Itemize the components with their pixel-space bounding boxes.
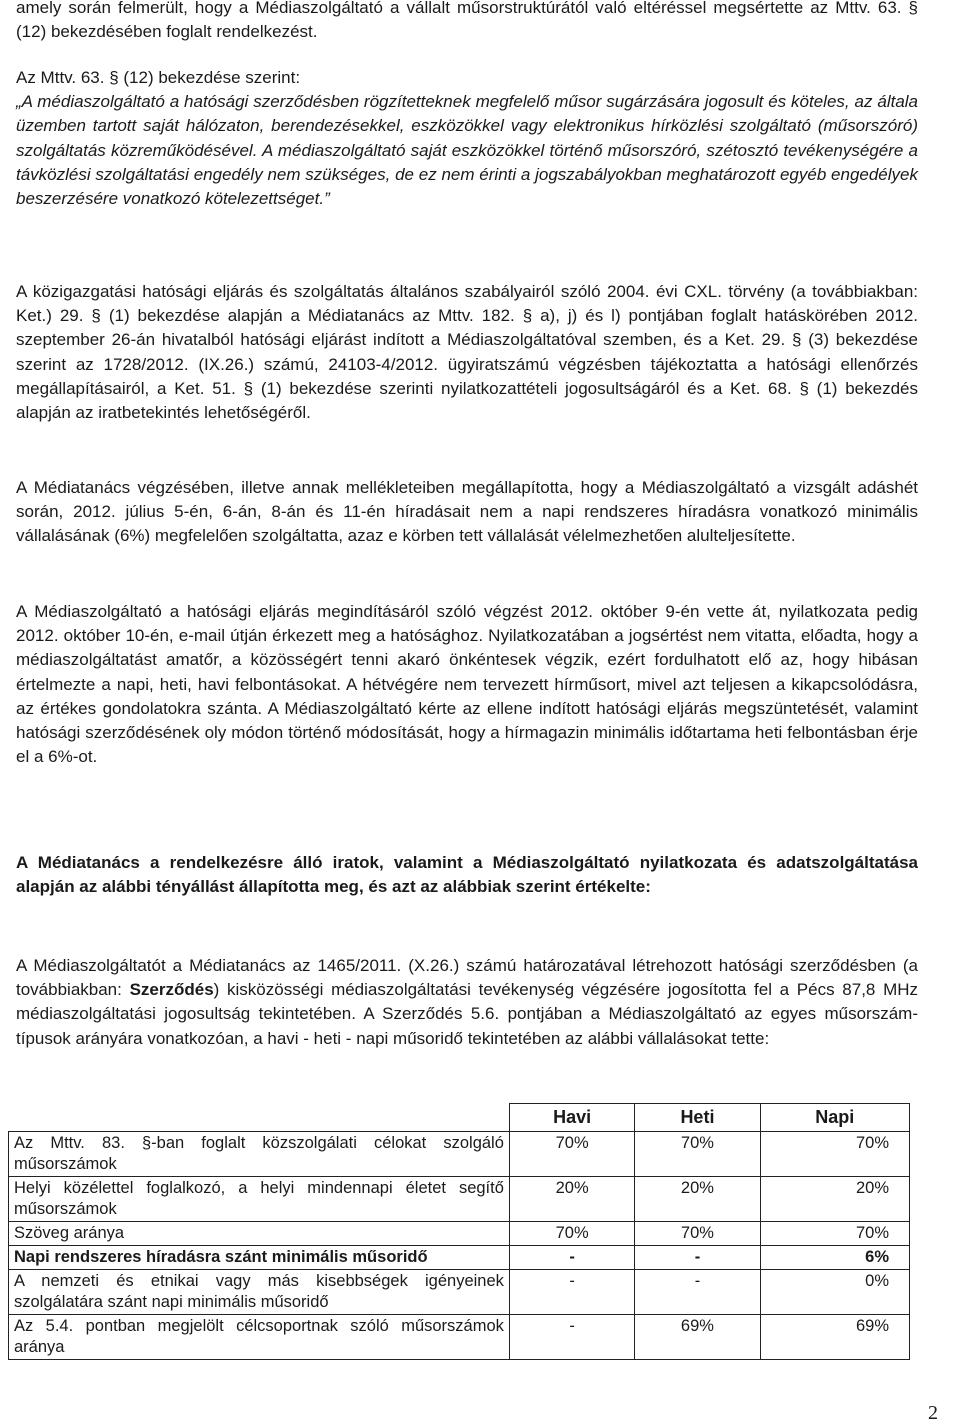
row-label: Helyi közélettel foglalkozó, a helyi mindennapi életet segítő műsorszámok (9, 1177, 510, 1222)
col-header-havi: Havi (509, 1104, 634, 1132)
cell-heti: 69% (635, 1315, 760, 1360)
quote-text: „A médiaszolgáltató a hatósági szerződésben rögzítetteknek megfelelő műsor sugárzására jogosult és köteles, az általa üzemben tartott saját hálózaton, berendezésekkel, eszközökkel vagy elektronikus hírközlési szolgáltató (műsorszóró) szolgáltatás közreműködésével. A médiaszolgáltató saját eszközökkel történő műsorszóró, szétosztó tevékenységére a távközlési szolgáltatási engedély nem szükséges, de ez nem érinti a jogszabályokban meghatározott egyéb engedélyek beszerzésére vonatkozó kötelezettséget.” (16, 92, 918, 209)
szerzodes-text-a: A Médiaszolgáltatót a Médiatanács az 1465/2011. (X.26.) számú határozatával létrehozott hatósági szerződésben (a továbbiakban: (16, 956, 918, 1000)
row-label: Szöveg aránya (9, 1222, 510, 1246)
cell-havi: - (509, 1315, 634, 1360)
table-row (9, 1270, 910, 1315)
paragraph-ket: A közigazgatási hatósági eljárás és szolgáltatás általános szabályairól szóló 2004. évi CXL. törvény (a továbbiakban: Ket.) 29. § (1) bekezdése alapján a Médiatanács az Mttv. 182. § a), j) és l) pontjában foglalt hatáskörében 2012. szeptember 26-án hivatalból hatósági eljárást indított a Médiaszolgáltatóval szemben, és a Ket. 29. § (3) bekezdése szerint az 1728/2012. (IX.26.) számú, 24103-4/2012. ügyiratszámú végzésben tájékoztatta a hatósági ellenőrzés megállapításairól, a Ket. 51. § (1) bekezdése szerinti nyilatkozattételi jogosultságáról és a Ket. 68. § (1) bekezdés alapján az iratbetekintés lehetőségéről. (16, 282, 918, 423)
table-row (9, 1177, 910, 1222)
szerzodes-text-b: ) kisközösségi médiaszolgáltatási tevékenység végzésére jogosította fel a Pécs 87,8 MHz médiaszolgáltatási jogosultság tekintetében. A Szerződés 5.6. pontjában a Médiaszolgáltató az egyes műsorszám-típusok arányára vonatkozóan, a havi - heti - napi műsoridő tekintetében az alábbi vállalásokat tette: (16, 980, 919, 1048)
quote-block (16, 66, 918, 211)
quote-intro: Az Mttv. 63. § (12) bekezdése szerint: (16, 68, 301, 87)
commitments-table (8, 1103, 910, 1360)
table-header-row (9, 1104, 910, 1132)
cell-heti: - (635, 1270, 760, 1315)
paragraph-intro: amely során felmerült, hogy a Médiaszolgáltató a vállalt műsorstruktúrától való eltéréssel megsértette az Mttv. 63. § (12) bekezdésében foglalt rendelkezést. (16, 0, 918, 42)
szerzodes-term: Szerződés (129, 980, 214, 1000)
cell-heti: 70% (635, 1132, 760, 1177)
cell-havi: - (509, 1270, 634, 1315)
cell-heti: 70% (635, 1222, 760, 1246)
cell-havi: 20% (509, 1177, 634, 1222)
cell-havi: 70% (509, 1132, 634, 1177)
paragraph-szerzodes (16, 954, 918, 1051)
row-label: Napi rendszeres híradásra szánt minimális műsoridő (9, 1246, 510, 1270)
cell-havi: 70% (509, 1222, 634, 1246)
cell-napi: 70% (760, 1132, 909, 1177)
cell-napi: 20% (760, 1177, 909, 1222)
table-row (9, 1132, 910, 1177)
row-label: Az 5.4. pontban megjelölt célcsoportnak szóló műsorszámok aránya (9, 1315, 510, 1360)
section-heading: A Médiatanács a rendelkezésre álló iratok, valamint a Médiaszolgáltató nyilatkozata és adatszolgáltatása alapján az alábbi tényállást állapította meg, és azt az alábbiak szerint értékelte: (16, 853, 918, 897)
table-row-highlight (9, 1246, 910, 1270)
table-row (9, 1315, 910, 1360)
col-header-heti: Heti (635, 1104, 760, 1132)
row-label: A nemzeti és etnikai vagy más kisebbségek igényeinek szolgálatára szánt napi minimális műsoridő (9, 1270, 510, 1315)
paragraph-nyilatkozat: A Médiaszolgáltató a hatósági eljárás megindításáról szóló végzést 2012. október 9-én vette át, nyilatkozata pedig 2012. október 10-én, e-mail útján érkezett meg a hatósághoz. Nyilatkozatában a jogsértést nem vitatta, előadta, hogy a médiaszolgáltatást amatőr, a közösségért tenni akaró önkéntesek végzik, ezért fordulhatott elő az, hogy hibásan értelmezte a napi, heti, havi felbontásokat. A hétvégére nem tervezett hírműsort, mivel azt teljesen a kikapcsolódásra, az értékes gondolatokra szánta. A Médiaszolgáltató kérte az ellene indított hatósági eljárás megszüntetését, valamint hatósági szerződésének oly módon történő módosítását, hogy a hírmagazin minimális időtartama heti felbontásban érje el a 6%-ot. (16, 602, 918, 767)
cell-napi: 0% (760, 1270, 909, 1315)
cell-napi: 6% (760, 1246, 909, 1270)
table-row (9, 1222, 910, 1246)
cell-heti: 20% (635, 1177, 760, 1222)
row-label: Az Mttv. 83. §-ban foglalt közszolgálati célokat szolgáló műsorszámok (9, 1132, 510, 1177)
cell-napi: 70% (760, 1222, 909, 1246)
page-number: 2 (928, 1402, 938, 1424)
col-header-napi: Napi (760, 1104, 909, 1132)
cell-napi: 69% (760, 1315, 909, 1360)
cell-heti: - (635, 1246, 760, 1270)
cell-havi: - (509, 1246, 634, 1270)
paragraph-mediatanacs: A Médiatanács végzésében, illetve annak mellékleteiben megállapította, hogy a Médiaszolgáltató a vizsgált adáshét során, 2012. július 5-én, 6-án, 8-án és 11-én híradásait nem a napi rendszeres híradásra vonatkozó minimális vállalásának (6%) megfelelően szolgáltatta, azaz e körben tett vállalását vélelmezhetően alulteljesítette. (16, 478, 918, 546)
